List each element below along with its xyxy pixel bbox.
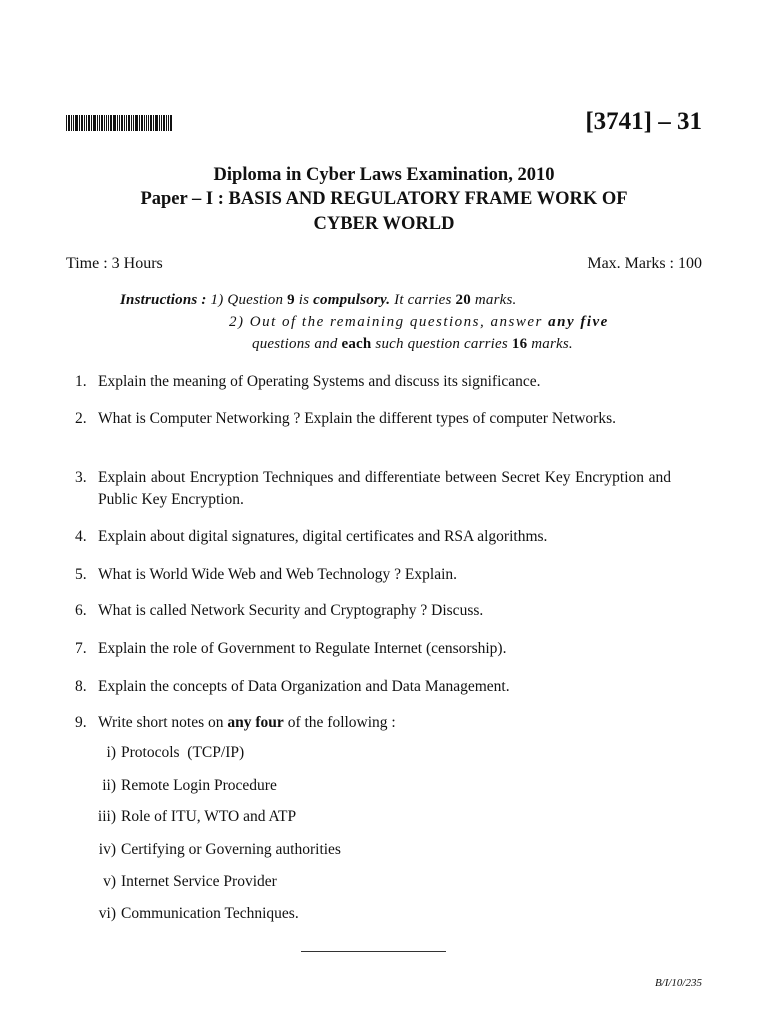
barcode-bar — [73, 115, 74, 131]
question-7: 7. Explain the role of Government to Regulate Internet (censorship). — [75, 640, 507, 657]
instruction-2-cont: questions and each such question carries 16 marks. — [252, 336, 573, 352]
barcode-bar — [91, 115, 92, 131]
barcode-bar — [163, 115, 165, 131]
barcode-bar — [131, 115, 132, 131]
barcode-bar — [159, 115, 160, 131]
barcode-bar — [113, 115, 116, 131]
barcode-bar — [153, 115, 154, 131]
paper-title: Paper – I : BASIS AND REGULATORY FRAME WORK OF — [140, 189, 628, 209]
barcode-bar — [150, 115, 152, 131]
barcode-bar — [121, 115, 123, 131]
instructions-label: Instructions : — [120, 292, 207, 308]
paper-code: [3741] – 31 — [585, 108, 702, 135]
barcode-bar — [86, 115, 87, 131]
barcode-bar — [81, 115, 83, 131]
barcode — [66, 115, 184, 131]
question-1: 1. Explain the meaning of Operating Systems and discuss its significance. — [75, 373, 541, 390]
question-8: 8. Explain the concepts of Data Organization and Data Management. — [75, 678, 510, 695]
subitem-4: iv) Certifying or Governing authorities — [98, 841, 341, 858]
subitem-1: i) Protocols (TCP/IP) — [106, 744, 245, 761]
barcode-bar — [144, 115, 145, 131]
barcode-bar — [168, 115, 169, 131]
barcode-bar — [128, 115, 130, 131]
time-label: Time : 3 Hours — [66, 255, 163, 272]
end-rule — [301, 951, 446, 952]
barcode-bar — [88, 115, 90, 131]
barcode-bar — [71, 115, 72, 131]
subitem-6: vi) Communication Techniques. — [98, 905, 299, 922]
barcode-bar — [155, 115, 158, 131]
question-2: 2. What is Computer Networking ? Explain the different types of computer Networks. — [75, 410, 616, 427]
barcode-bar — [108, 115, 109, 131]
barcode-bar — [66, 115, 67, 131]
footer-code: B/I/10/235 — [654, 977, 702, 989]
barcode-bar — [79, 115, 80, 131]
barcode-bar — [99, 115, 100, 131]
barcode-bar — [119, 115, 120, 131]
paper-title-cont: CYBER WORLD — [313, 214, 455, 234]
barcode-bar — [139, 115, 140, 131]
barcode-bar — [110, 115, 112, 131]
exam-title: Diploma in Cyber Laws Examination, 2010 — [213, 165, 555, 185]
barcode-bar — [124, 115, 125, 131]
question-9: 9. Write short notes on any four of the following : — [75, 714, 396, 731]
barcode-bar — [170, 115, 172, 131]
barcode-bar — [75, 115, 78, 131]
barcode-bar — [93, 115, 96, 131]
instruction-1: Instructions : 1) Question 9 is compulsory. It carries 20 marks. — [120, 292, 517, 308]
barcode-bar — [166, 115, 167, 131]
max-marks-label: Max. Marks : 100 — [587, 255, 702, 272]
barcode-bar — [97, 115, 98, 131]
barcode-bar — [133, 115, 134, 131]
question-4: 4. Explain about digital signatures, digital certificates and RSA algorithms. — [75, 528, 548, 545]
barcode-bar — [106, 115, 107, 131]
barcode-bar — [148, 115, 149, 131]
instruction-2: 2) Out of the remaining questions, answer any five — [229, 314, 609, 330]
barcode-bar — [104, 115, 105, 131]
barcode-bar — [141, 115, 143, 131]
question-6: 6. What is called Network Security and Cryptography ? Discuss. — [75, 602, 484, 619]
barcode-bar — [68, 115, 70, 131]
barcode-bar — [161, 115, 162, 131]
barcode-bar — [117, 115, 118, 131]
barcode-bar — [84, 115, 85, 131]
barcode-bar — [126, 115, 127, 131]
question-5: 5. What is World Wide Web and Web Technology ? Explain. — [75, 566, 458, 583]
subitem-3: iii) Role of ITU, WTO and ATP — [97, 808, 297, 825]
question-3: 3. Explain about Encryption Techniques and differentiate between Secret Key Encryption and Public Key Encryption. — [75, 469, 671, 508]
barcode-bar — [101, 115, 103, 131]
barcode-bar — [135, 115, 138, 131]
barcode-bar — [146, 115, 147, 131]
subitem-2: ii) Remote Login Procedure — [102, 777, 277, 794]
subitem-5: v) Internet Service Provider — [103, 873, 277, 890]
